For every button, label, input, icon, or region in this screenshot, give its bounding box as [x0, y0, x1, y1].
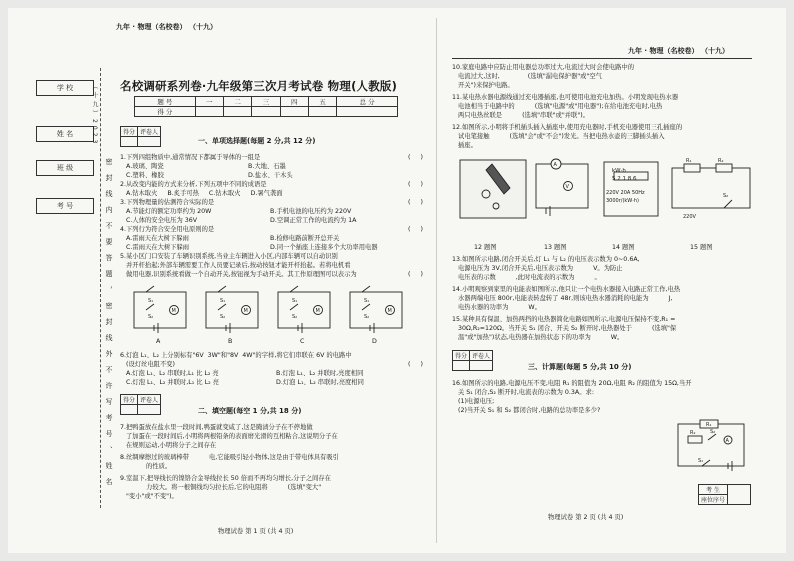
question-4: 4.下列行为符合安全用电原则的是	[120, 226, 215, 233]
question-7-line: 了加蛋在一段时间后,小明将两根铅条的表面磨光滑的互相粘合,这说明分子在	[126, 433, 338, 440]
svg-text:S₂: S₂	[364, 314, 370, 320]
score-cell[interactable]	[224, 107, 252, 117]
question-5-line: 并开杆抬起;外部车辆需要工作人员要记录后,按动按钮才能开杆抬起。若将电机看	[126, 262, 351, 269]
score-header-cell: 三	[252, 97, 280, 107]
question-15-line: 30Ω,R₂=120Ω。当开关 S₁ 闭合、开关 S₂ 断开时,电热器处于 (选填"保	[458, 325, 677, 332]
section3-title: 三、计算题(每题 5 分,共 10 分)	[528, 363, 632, 371]
svg-text:S₂: S₂	[710, 429, 716, 435]
svg-text:S₁: S₁	[698, 458, 704, 464]
seal-line	[100, 68, 101, 508]
score-header-cell: 一	[195, 97, 223, 107]
figure-label: 15 题图	[690, 244, 713, 251]
score-header-cell: 四	[280, 97, 308, 107]
option: D.盐水、干木头	[248, 172, 293, 179]
exam-sheet	[8, 8, 786, 553]
footer-left: 物理试卷 第 1 页 (共 4 页)	[218, 528, 294, 535]
question-14-line: 电热水器的功率为 W。	[458, 304, 541, 311]
question-14-line: 水器两端电压 800r,电能表转盘转了 48r,则该电热水器消耗的电能为 J,	[458, 295, 673, 302]
question-9: 9.室温下,把导线长的镍铬合金导线拉长 50 倍而不再均匀增长,分子之间存在	[120, 475, 331, 482]
question-12-line: 插座。	[458, 142, 477, 149]
seat-label-2: 座位序号	[699, 495, 728, 505]
svg-text:S₂: S₂	[292, 314, 298, 320]
svg-text:S₂: S₂	[220, 314, 226, 320]
option: A.钻木取火 B.炙手可热 C.钻木取火 D.暑气袭面	[126, 190, 283, 197]
score-cell[interactable]	[252, 107, 280, 117]
figure-label: 12 题图	[474, 244, 497, 251]
svg-text:S₁: S₁	[148, 298, 154, 304]
question-11-line: 电池相当于电路中的 (选填"电源"或"用电器");在给电池充电时,电热	[458, 103, 663, 110]
question-12-line: 试电笔接触 (选填"会"或"不会")发光。当把电热水壶的三脚插头插入	[458, 133, 665, 140]
svg-text:S₁: S₁	[220, 298, 226, 304]
question-10-line: 开关")来保护电路。	[458, 82, 514, 89]
svg-text:M: M	[243, 308, 248, 314]
grader-label: 评卷人	[138, 127, 161, 137]
answer-paren[interactable]: ( )	[408, 181, 423, 188]
question-16-line: 关 S₁ 闭合,S₂ 断开时,电流表的示数为 0.3A。求:	[458, 389, 594, 396]
meter-spec: 220V 20A 50Hz	[606, 190, 645, 196]
meter-constant: 3000r/(kW·h)	[606, 198, 639, 204]
question-2: 2.从改变内能的方式来分析,下列五项中不同的成语是	[120, 181, 267, 188]
q5-circuit-figures	[126, 282, 416, 346]
svg-text:R₁: R₁	[686, 158, 692, 164]
score-cell[interactable]	[337, 107, 398, 117]
page-title: 名校调研系列卷·九年级第三次月考试卷 物理(人教版)	[120, 79, 398, 93]
school-label: 学 校	[56, 84, 74, 92]
header-rule	[452, 58, 752, 59]
grader-score-cell[interactable]	[121, 405, 138, 415]
svg-text:R₂: R₂	[690, 430, 696, 436]
question-14: 14.小明观察到家里的电能表如图所示,他只让一个电热水器接入电路正常工作,电热	[452, 286, 681, 293]
option: B.灯泡 L₁、L₂ 并联时,亮度相同	[276, 370, 364, 377]
option: C.灯泡 L₁、L₂ 并联时,L₁ 比 L₂ 亮	[126, 379, 219, 386]
question-5: 5.某小区门口安装了车辆识别系统,当业主车辆进入小区,内部车辆可以自动识别	[120, 253, 338, 260]
question-10-line: 电流过大,这时, (选填"漏电保护器"或"空气	[458, 73, 602, 80]
section2-title: 二、填空题(每空 1 分,共 18 分)	[198, 407, 302, 415]
question-3: 3.下列物理量的估测符合实际的是	[120, 199, 215, 206]
svg-text:R₂: R₂	[718, 158, 724, 164]
figure-label: D	[372, 338, 377, 345]
q16-circuit	[672, 418, 750, 474]
question-15-line: 温"或"加热")状态,电热器在加热状态下的功率为 W。	[458, 334, 624, 341]
answer-paren[interactable]: ( )	[408, 361, 423, 368]
question-16-line: (2)当开关 S₁ 和 S₂ 都闭合时,电路的总功率是多少?	[458, 407, 601, 414]
svg-text:S₂: S₂	[148, 314, 154, 320]
question-16-line: (1)电源电压;	[458, 398, 495, 405]
svg-text:S₁: S₁	[292, 298, 298, 304]
svg-text:A: A	[553, 162, 557, 168]
question-7: 7.把鸭蛋放在盐水里一段时间,鸭蛋就变咸了,这是腌渍分子在不停地做	[120, 424, 313, 431]
svg-text:A: A	[725, 438, 729, 444]
section1-title: 一、单项选择题(每题 2 分,共 12 分)	[198, 137, 316, 145]
meter-reading: 5 2 1 8 6	[612, 176, 637, 182]
question-1: 1.下列四组物质中,通常情况下都属于导体的一组是	[120, 154, 261, 161]
svg-text:M: M	[315, 308, 320, 314]
page-divider	[436, 18, 437, 543]
option: B.手机电池的电压约为 220V	[270, 208, 352, 215]
figure-label: B	[228, 338, 233, 345]
score-header-cell: 五	[308, 97, 336, 107]
grader-score-label: 得分	[453, 351, 470, 361]
option: C.塑料、橡胶	[126, 172, 164, 179]
question-15: 15.某种具有保温、加热两挡的电热器简化电路如图所示,电源电压保持不变,R₁ =	[452, 316, 676, 323]
seal-text: 密封线内不要答题，密封线外不许写考号、姓名	[105, 158, 113, 494]
svg-text:220V: 220V	[683, 214, 696, 220]
score-header-cell: 题 号	[135, 97, 196, 107]
school-field[interactable]	[36, 80, 94, 96]
question-8-line: 的性质。	[126, 463, 172, 470]
option: D.同一个插座上连接多个大功率用电器	[270, 244, 378, 251]
question-13-line: 电压表的示数 ,此时电流表的示数为 。	[458, 274, 601, 281]
question-11: 11.某电热水器电源线通过充电器插座,也可使用电池充电加热。小明发现电热水器	[452, 94, 679, 101]
header-right: 九年 · 物理（名校卷） （十九）	[628, 47, 729, 55]
answer-paren[interactable]: ( )	[408, 271, 423, 278]
figure-label: 13 题图	[544, 244, 567, 251]
figure-label: A	[156, 338, 161, 345]
class-label: 班 级	[56, 164, 74, 172]
answer-paren[interactable]: ( )	[408, 154, 423, 161]
question-7-line: 在规则运动,小明将分子之间存在	[126, 442, 217, 449]
score-cell[interactable]	[308, 107, 336, 117]
grader-label: 评卷人	[470, 351, 493, 361]
svg-text:M: M	[171, 308, 176, 314]
grader-score-label: 得分	[121, 395, 138, 405]
question-6: 6.灯泡 L₁、L₂ 上分别标有"6V 3W"和"8V 4W"的字样,将它们串联在 6V 的电路中	[120, 352, 352, 359]
score-cell[interactable]	[195, 107, 223, 117]
option: B.检修电路前断开总开关	[270, 235, 340, 242]
meter-unit: kW·h	[612, 168, 626, 174]
exam-number-label: 考 号	[56, 202, 74, 210]
question-6-line: (设灯丝电阻不变)	[126, 361, 175, 368]
svg-text:R₁: R₁	[706, 422, 712, 428]
grader-label: 评卷人	[138, 395, 161, 405]
seat-number-table	[698, 484, 751, 505]
option: A.玻璃、陶瓷	[126, 163, 164, 170]
option: A.节能灯的额定功率约为 20W	[126, 208, 212, 215]
exam-number-field[interactable]	[36, 198, 94, 214]
option: D.空调正常工作的电流约为 1A	[270, 217, 357, 224]
answer-paren[interactable]: ( )	[408, 226, 423, 233]
question-8: 8.丝绸摩擦过的玻璃棒带 电,它能吸引轻小物体,这是由于带电体具有吸引	[120, 454, 339, 461]
question-9-line: "变小"或"不变")。	[126, 493, 178, 500]
question-9-line: 力较大。将一根铜线均匀拉长后,它的电阻将 (选填"变大"	[126, 484, 322, 491]
svg-text:M: M	[387, 308, 392, 314]
figure-label: C	[300, 338, 305, 345]
answer-paren[interactable]: ( )	[408, 199, 423, 206]
header-left: 九年 · 物理（名校卷） （十九）	[116, 23, 217, 31]
figure-label: 14 题图	[612, 244, 635, 251]
option: D.灯泡 L₁、L₂ 串联时,亮度相同	[276, 379, 364, 386]
question-5-line: 做用电器,识别系统看做一个自动开关,按钮视为手动开关。其工作原理图可以表示为	[126, 271, 357, 278]
class-field[interactable]	[36, 160, 94, 176]
grader-cell[interactable]	[138, 137, 161, 147]
question-13: 13.如图所示电路,闭合开关后,灯 L₁ 与 L₂ 的电压表示数为 0~0.6A,	[452, 256, 640, 263]
svg-text:S₂: S₂	[723, 193, 729, 199]
option: A.雷雨天在大树下躲雨	[126, 235, 189, 242]
grader-table-2	[120, 394, 161, 415]
grader-score-cell[interactable]	[453, 361, 470, 371]
question-12: 12.如图所示,小明将手机插头插入插座中,使用充电器时,手机充电器使用三孔插座的	[452, 124, 683, 131]
seat-label-1: 考 生	[699, 485, 728, 495]
paper-code: （十九）2023	[91, 83, 98, 147]
option: A.灯泡 L₁、L₂ 串联时,L₁ 比 L₂ 亮	[126, 370, 219, 377]
seat-number-cell[interactable]	[728, 485, 751, 505]
grader-cell[interactable]	[470, 361, 493, 371]
name-label: 姓 名	[56, 130, 74, 138]
option: C.雷雨天在大树下躲雨	[126, 244, 190, 251]
question-11-line: 两只电热丝联是 (选填"串联"或"并联")。	[458, 112, 589, 119]
name-field[interactable]	[36, 126, 94, 142]
figures-12-15	[458, 154, 758, 240]
grader-score-label: 得分	[121, 127, 138, 137]
score-header-cell: 总 分	[337, 97, 398, 107]
svg-text:V: V	[565, 184, 569, 190]
grader-score-cell[interactable]	[121, 137, 138, 147]
question-13-line: 电源电压为 3V,闭合开关后,电压表示数为 V。为防止	[458, 265, 623, 272]
score-cell[interactable]	[280, 107, 308, 117]
grader-table-3	[452, 350, 493, 371]
svg-text:S₁: S₁	[364, 298, 370, 304]
score-header-cell: 二	[224, 97, 252, 107]
question-10: 10.家庭电路中应防止用电器总功率过大,电流过大时会使电路中的	[452, 64, 635, 71]
option: C.人体的安全电压为 36V	[126, 217, 198, 224]
option: B.大地、石墨	[248, 163, 286, 170]
footer-right: 物理试卷 第 2 页 (共 4 页)	[548, 514, 624, 521]
score-row-label: 得 分	[135, 107, 196, 117]
question-16: 16.如图所示的电路,电源电压不变,电阻 R₁ 的阻值为 20Ω,电阻 R₂ 的阻值为 15Ω,当开	[452, 380, 692, 387]
score-table	[134, 96, 398, 117]
grader-table-1	[120, 126, 161, 147]
grader-cell[interactable]	[138, 405, 161, 415]
